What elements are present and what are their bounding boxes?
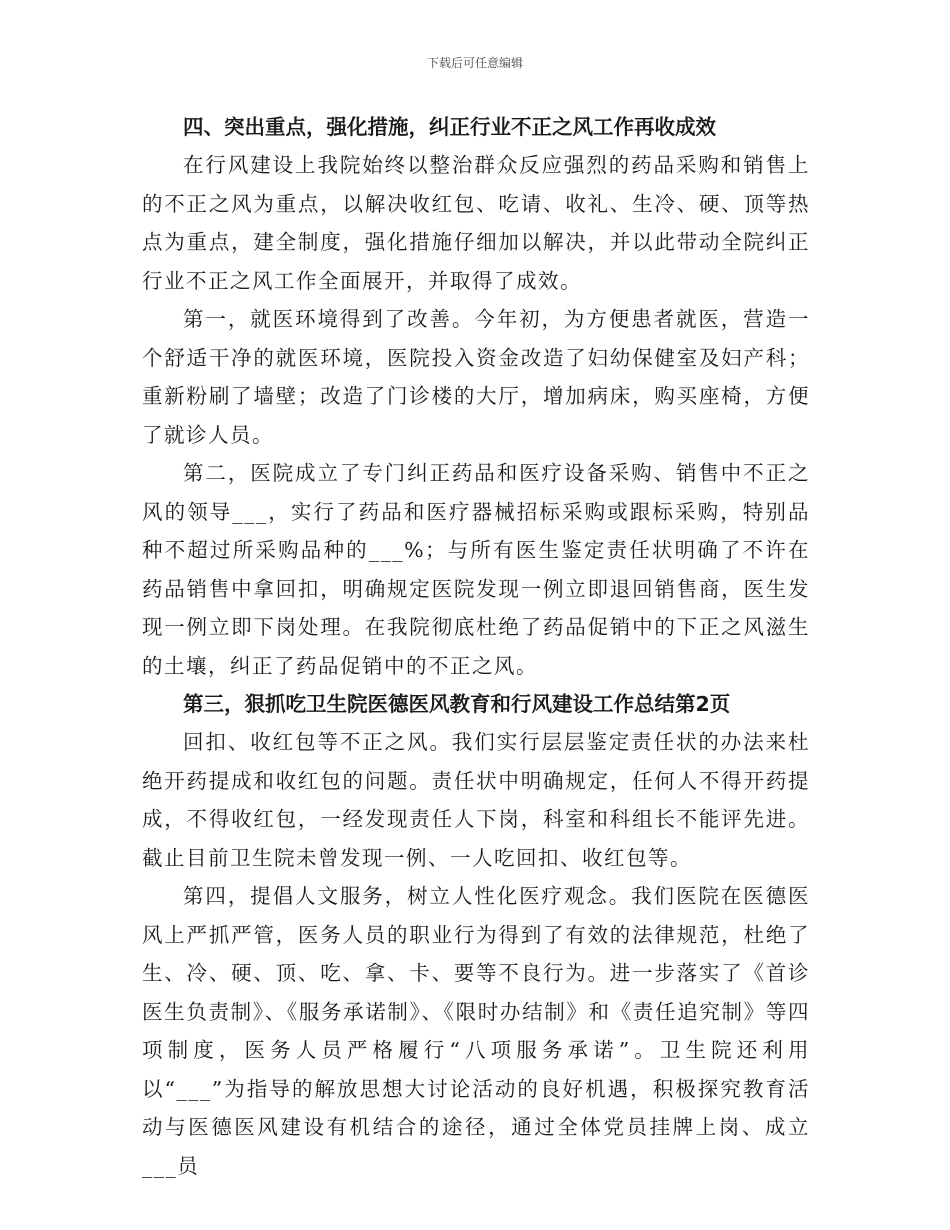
paragraph-third: 回扣、收红包等不正之风。我们实行层层鉴定责任状的办法来杜绝开药提成和收红包的问题。责任状中明确规定，任何人不得开药提成，不得收红包，一经发现责任人下岗，科室和科组长不能评先进。截止目前卫生院未曾发现一例、一人吃回扣、收红包等。 <box>142 730 810 870</box>
paragraph-fourth: 第四，提倡人文服务，树立人性化医疗观念。我们医院在医德医风上严抓严管，医务人员的职业行为得到了有效的法律规范，杜绝了生、冷、硬、顶、吃、拿、卡、要等不良行为。进一步落实了《首诊医生负责制》、《服务承诺制》、《限时办结制》和《责任追究制》等四项制度，医务人员严格履行“八项服务承诺”。卫生院还利用以“___”为指导的解放思想大讨论活动的良好机遇，积极探究教育活动与医德医风建设有机结合的途径，通过全体党员挂牌上岗、成立___员 <box>142 884 810 1178</box>
paragraph-first: 第一，就医环境得到了改善。今年初，为方便患者就医，营造一个舒适干净的就医环境，医院投入资金改造了妇幼保健室及妇产科；重新粉刷了墙壁；改造了门诊楼的大厅，增加病床，购买座椅，方便了就诊人员。 <box>142 307 810 447</box>
section-heading-third: 第三，狠抓吃卫生院医德医风教育和行风建设工作总结第2页 <box>183 692 731 716</box>
paragraph-intro: 在行风建设上我院始终以整治群众反应强烈的药品采购和销售上的不正之风为重点，以解决收红包、吃请、收礼、生冷、硬、顶等热点为重点，建全制度，强化措施仔细加以解决，并以此带动全院纠正行业不正之风工作全面展开，并取得了成效。 <box>142 153 810 293</box>
header-note: 下载后可任意编辑 <box>426 56 523 70</box>
document-body <box>142 108 810 1185</box>
section-heading-four: 四、突出重点，强化措施，纠正行业不正之风工作再收成效 <box>183 115 716 139</box>
paragraph-second: 第二，医院成立了专门纠正药品和医疗设备采购、销售中不正之风的领导___，实行了药品和医疗器械招标采购或跟标采购，特别品种不超过所采购品种的___%；与所有医生鉴定责任状明确了不许在药品销售中拿回扣，明确规定医院发现一例立即退回销售商，医生发现一例立即下岗处理。在我院彻底杜绝了药品促销中的下正之风滋生的土壤，纠正了药品促销中的不正之风。 <box>142 461 810 678</box>
